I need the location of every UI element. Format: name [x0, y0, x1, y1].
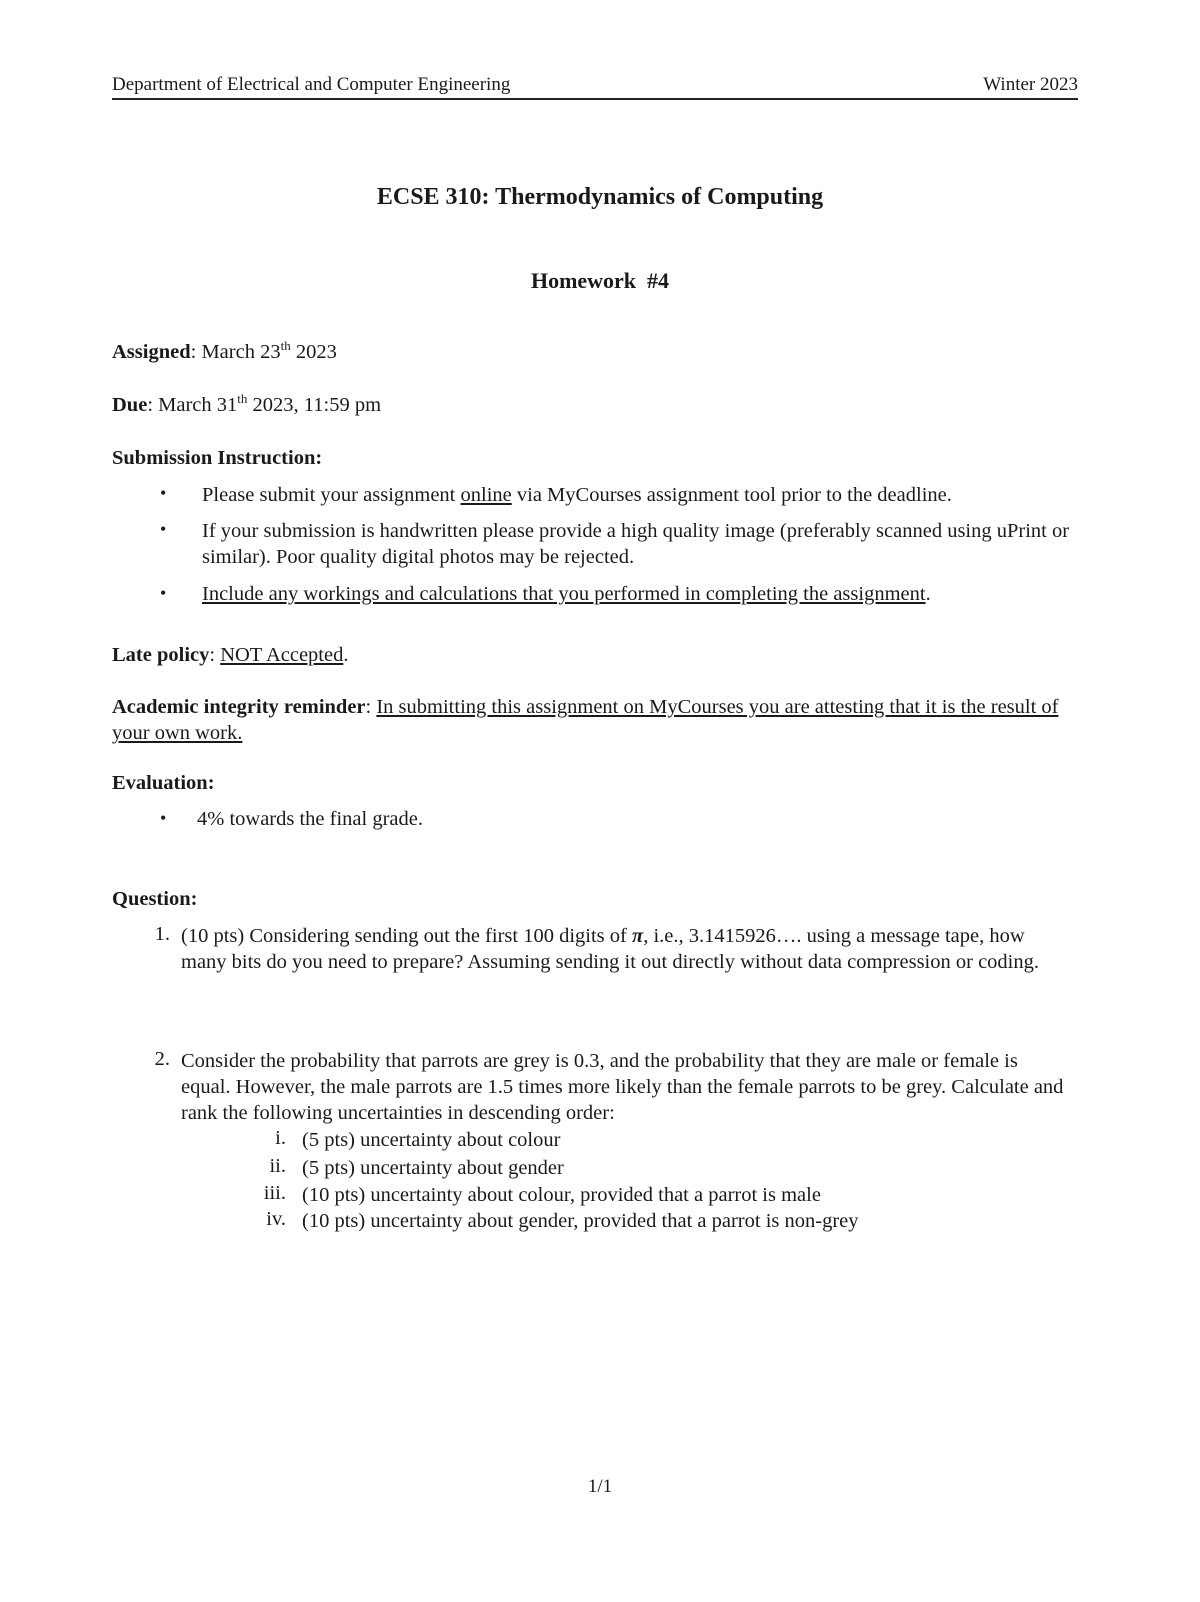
subquestion-number: ii. [269, 1155, 286, 1177]
question-1-number: 1. [154, 923, 170, 945]
assigned-line [112, 340, 337, 364]
integrity-reminder: Academic integrity reminder: In submitting this assignment on MyCourses you are attesting that it is the result of your own work. [112, 696, 1059, 744]
subquestion-number: iii. [263, 1182, 286, 1204]
question-heading: Question: [112, 888, 198, 910]
page-number: 1/1 [587, 1476, 613, 1497]
due-label: Due [112, 394, 148, 416]
bullet-icon: • [160, 583, 167, 603]
due-date: March 31th 2023, 11:59 pm [158, 391, 382, 416]
assigned-separator: : [190, 341, 202, 363]
evaluation-bullet-1: 4% towards the final grade. [197, 808, 423, 830]
submission-heading: Submission Instruction: [112, 447, 323, 469]
late-policy-value: NOT Accepted [220, 644, 344, 666]
course-title: ECSE 310: Thermodynamics of Computing [376, 184, 824, 210]
assigned-date: March 23th 2023 [201, 338, 337, 363]
submission-bullet-2: If your submission is handwritten please provide a high quality image (preferably scanned using uPrint or similar). Poor quality digital photos may be rejected. [202, 520, 1070, 568]
due-line [112, 393, 381, 417]
online-link-text: online [460, 484, 512, 506]
pi-symbol: π [631, 925, 644, 947]
late-policy-line: Late policy: NOT Accepted. [112, 644, 349, 666]
bullet-icon: • [160, 483, 167, 503]
evaluation-heading: Evaluation: [112, 772, 215, 794]
integrity-text: In submitting this assignment on MyCourses you are attesting that it is the result of your own work. [112, 696, 1059, 744]
question-2-text: Consider the probability that parrots are grey is 0.3, and the probability that they are male or female is equal. However, the male parrots are 1.5 times more likely than the female parrots to be grey. Calculate and rank the following uncertainties in descending order: [181, 1050, 1064, 1124]
subquestion-text: (10 pts) uncertainty about colour, provided that a parrot is male [302, 1184, 821, 1206]
assigned-label: Assigned [112, 341, 191, 363]
subquestion-text: (5 pts) uncertainty about gender [302, 1157, 564, 1179]
integrity-label: Academic integrity reminder [112, 696, 366, 718]
bullet-icon: • [160, 519, 167, 539]
due-separator: : [147, 394, 159, 416]
subquestion-number: i. [275, 1127, 286, 1149]
submission-bullet-1: Please submit your assignment online via MyCourses assignment tool prior to the deadline. [202, 484, 952, 506]
subquestion-text: (10 pts) uncertainty about gender, provided that a parrot is non-grey [302, 1210, 859, 1232]
department-name: Department of Electrical and Computer Engineering [112, 74, 511, 95]
homework-title: Homework #4 [530, 268, 670, 293]
question-1-text: (10 pts) Considering sending out the first 100 digits of π, i.e., 3.1415926…. using a message tape, how many bits do you need to prepare? Assuming sending it out directly without data compression or coding. [181, 925, 1039, 973]
submission-bullet-3: Include any workings and calculations that you performed in completing the assignment. [202, 583, 931, 605]
bullet-icon: • [160, 808, 167, 828]
subquestion-text: (5 pts) uncertainty about colour [302, 1129, 561, 1151]
page-header [112, 70, 1078, 100]
term-label: Winter 2023 [983, 74, 1078, 95]
subquestion-number: iv. [266, 1208, 286, 1230]
late-policy-label: Late policy [112, 644, 210, 666]
question-2-number: 2. [154, 1048, 170, 1070]
